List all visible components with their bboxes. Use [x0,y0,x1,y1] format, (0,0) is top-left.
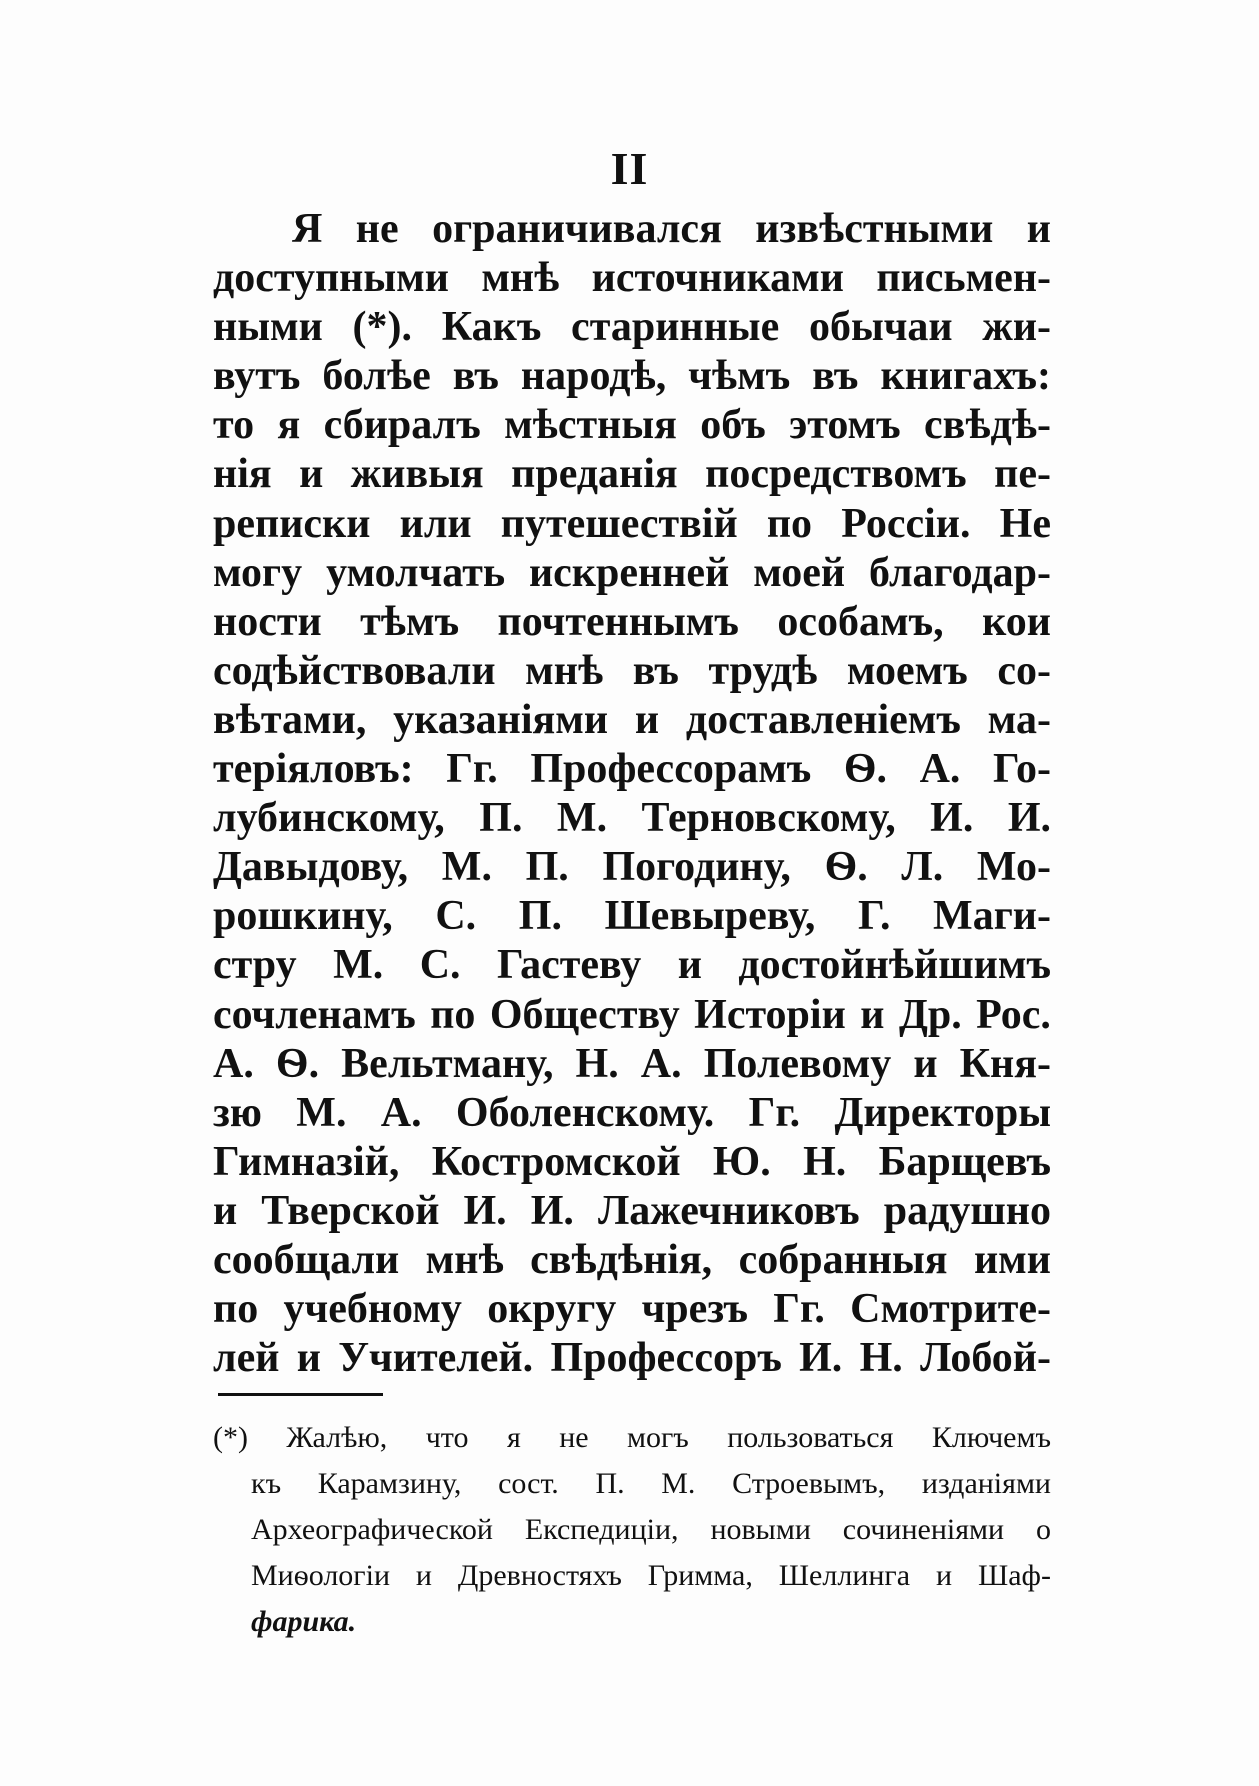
text-line: по учебному округу чрезъ Гг. Смотрите- [213,1286,1051,1333]
footnote-line: Археографической Експедиціи, новыми сочиненіями о [251,1513,1051,1546]
text-line: могу умолчать искренней моей благодар- [213,549,1051,596]
text-line: ности тѣмъ почтеннымъ особамъ, кои [213,598,1051,645]
text-line: теріяловъ: Гг. Профессорамъ Ѳ. А. Го- [213,746,1051,793]
text-line: и Тверской И. И. Лажечниковъ радушно [213,1187,1051,1234]
main-text [213,205,1051,1383]
text-line: сообщали мнѣ свѣдѣнія, собранныя ими [213,1236,1051,1283]
text-line: Давыдову, М. П. Погодину, Ѳ. Л. Мо- [213,844,1051,891]
text-line: вѣтами, указаніями и доставленіемъ ма- [213,696,1051,743]
text-line: лей и Учителей. Профессоръ И. Н. Лобой- [213,1335,1051,1382]
page-number: II [610,143,649,194]
footnote-line: (*) Жалѣю, что я не могъ пользоваться Ключемъ [213,1421,1051,1454]
text-line: реписки или путешествій по Россіи. Не [213,500,1051,547]
text-line: лубинскому, П. М. Терновскому, И. И. [213,795,1051,842]
footnote-line: фарика. [251,1605,357,1638]
text-line: Я не ограничивался извѣстными и [292,206,1051,252]
text-line: Гимназій, Костромской Ю. Н. Барщевъ [213,1138,1051,1185]
text-line: ными (*). Какъ старинные обычаи жи- [213,304,1051,351]
text-line: зю М. А. Оболенскому. Гг. Директоры [213,1089,1051,1136]
text-line: рошкину, С. П. Шевыреву, Г. Маги- [213,893,1051,940]
text-line: А. Ѳ. Вельтману, Н. А. Полевому и Кня- [213,1040,1051,1087]
text-line: стру М. С. Гастеву и достойнѣйшимъ [213,942,1051,989]
footnote-rule [218,1393,383,1396]
text-line: то я сбиралъ мѣстныя объ этомъ свѣдѣ- [213,402,1051,449]
footnote-line: къ Карамзину, сост. П. М. Строевымъ, изданіями [251,1467,1051,1500]
footnote-line: Миѳологіи и Древностяхъ Гримма, Шеллинга и Шаф- [251,1559,1051,1592]
text-line: сочленамъ по Обществу Исторіи и Др. Рос. [213,991,1051,1038]
text-line: нія и живыя преданія посредствомъ пе- [213,451,1051,498]
footnote [213,1415,1051,1645]
text-line: содѣйствовали мнѣ въ трудѣ моемъ со- [213,647,1051,694]
text-line: вутъ болѣе въ народѣ, чѣмъ въ книгахъ: [213,353,1051,400]
text-line: доступными мнѣ источниками письмен- [213,255,1051,302]
